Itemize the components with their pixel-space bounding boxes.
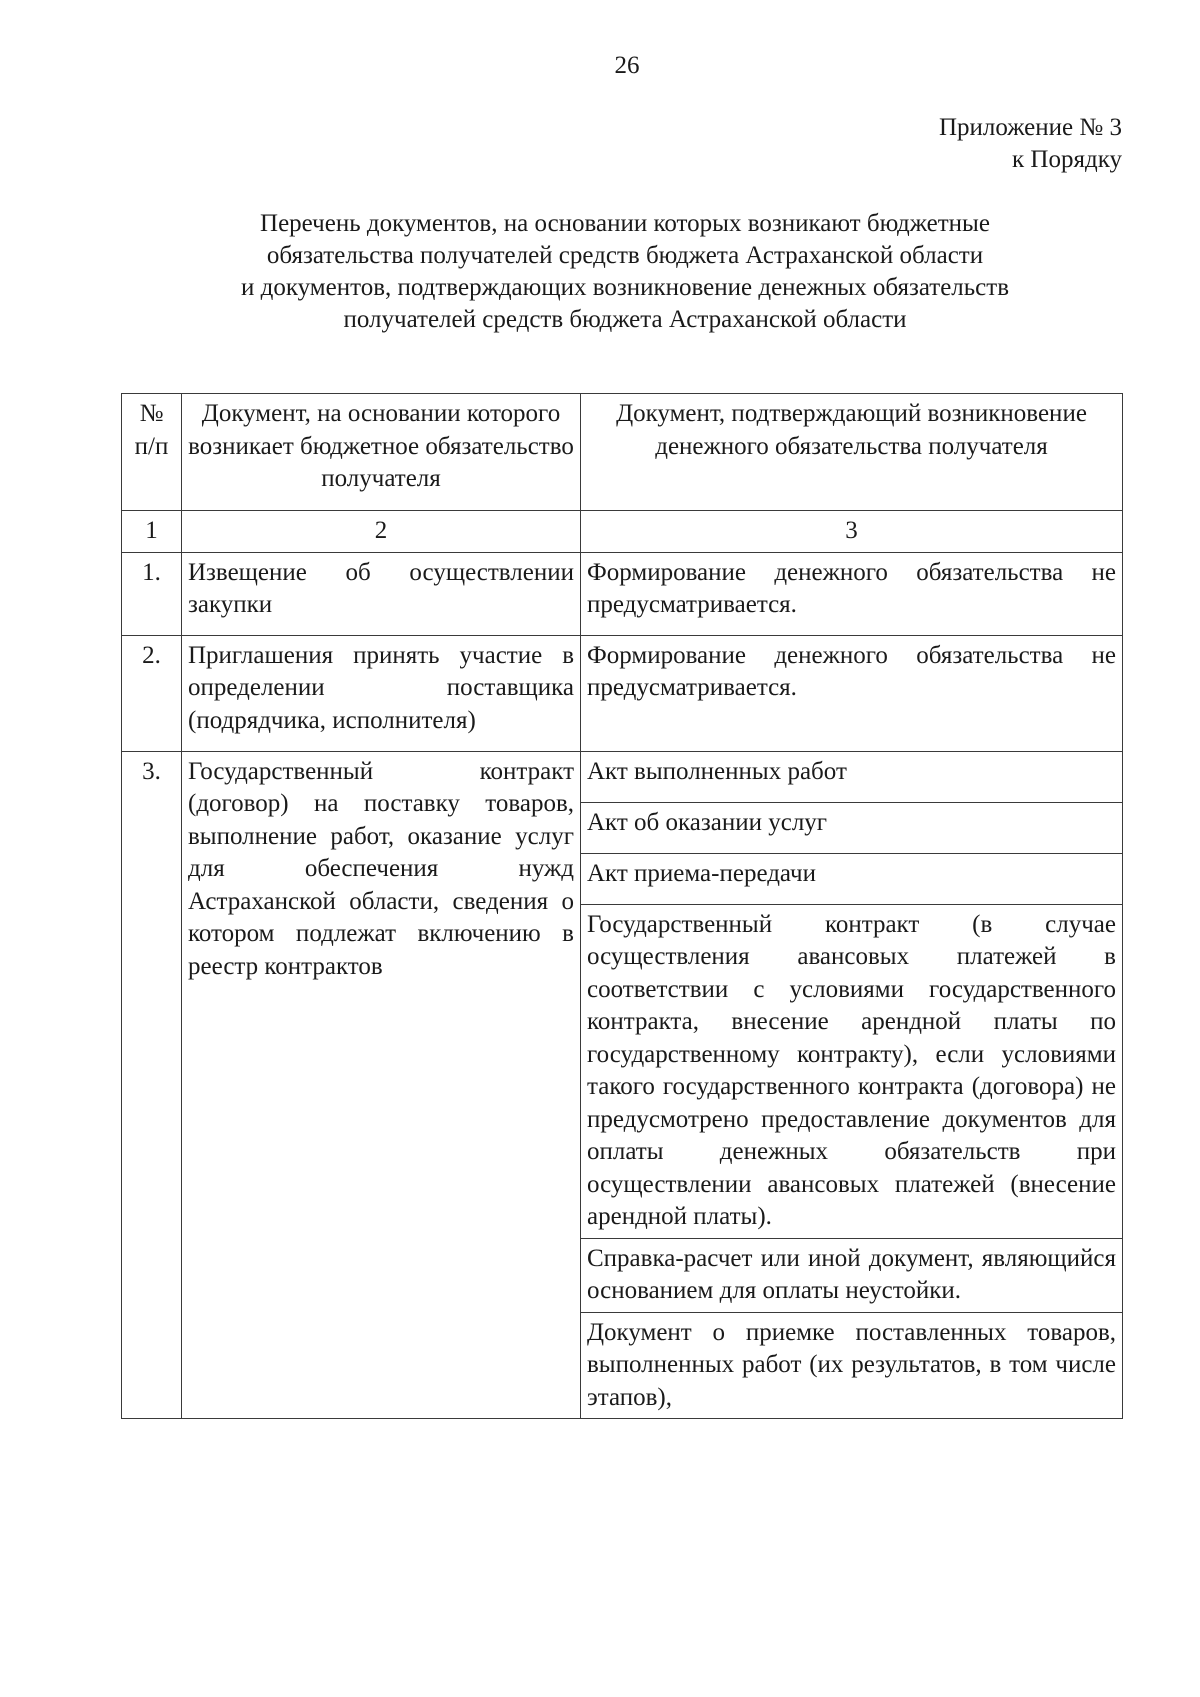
column-numbers-row bbox=[122, 511, 1123, 553]
row-basis: Государственный контракт (договор) на поставку товаров, выполнение работ, оказание услуг для обеспечения нужд Астраханской области, сведения о котором подлежат включению в реестр контрактов bbox=[182, 751, 581, 1419]
column-number-1: 1 bbox=[122, 511, 182, 553]
row-confirm-item: Акт выполненных работ bbox=[581, 751, 1123, 802]
column-number-2: 2 bbox=[182, 511, 581, 553]
page-number: 26 bbox=[614, 52, 640, 79]
row-confirm-item: Акт приема-передачи bbox=[581, 853, 1123, 904]
row-confirm: Формирование денежного обязательства не предусматривается. bbox=[581, 552, 1123, 635]
table-row bbox=[122, 635, 1123, 751]
appendix-line-2: к Порядку bbox=[1012, 146, 1122, 173]
table-header-row bbox=[122, 394, 1123, 511]
row-confirm-item: Документ о приемке поставленных товаров, выполненных работ (их результатов, в том числе этапов), bbox=[581, 1312, 1123, 1419]
documents-table bbox=[121, 393, 1123, 1419]
header-basis-document: Документ, на основании которого возникает бюджетное обязательство получателя bbox=[182, 394, 581, 511]
appendix-line-1: Приложение № 3 bbox=[938, 114, 1122, 141]
table-row bbox=[122, 552, 1123, 635]
document-title bbox=[160, 208, 1090, 336]
row-number: 3. bbox=[122, 751, 182, 1419]
row-confirm-item: Государственный контракт (в случае осуществления авансовых платежей в соответствии с условиями государственного контракта, внесение арендной платы по государственному контракту), если условиями такого государственного контракта (договора) не предусмотрено предоставление документов для оплаты денежных обязательств при осуществлении авансовых платежей (внесение арендной платы). bbox=[581, 904, 1123, 1238]
row-confirm-item: Справка-расчет или иной документ, являющийся основанием для оплаты неустойки. bbox=[581, 1238, 1123, 1312]
row-basis: Извещение об осуществлении закупки bbox=[182, 552, 581, 635]
row-number: 2. bbox=[122, 635, 182, 751]
row-confirm-item: Акт об оказании услуг bbox=[581, 802, 1123, 853]
title-line-4: получателей средств бюджета Астраханской области bbox=[343, 306, 907, 333]
table-row bbox=[122, 751, 1123, 802]
header-number: № п/п bbox=[122, 394, 182, 511]
appendix-reference bbox=[939, 112, 1122, 176]
title-line-3: и документов, подтверждающих возникновение денежных обязательств bbox=[241, 274, 1009, 301]
row-number: 1. bbox=[122, 552, 182, 635]
row-basis: Приглашения принять участие в определении поставщика (подрядчика, исполнителя) bbox=[182, 635, 581, 751]
column-number-3: 3 bbox=[581, 511, 1123, 553]
title-line-2: обязательства получателей средств бюджета Астраханской области bbox=[266, 242, 984, 269]
title-line-1: Перечень документов, на основании которых возникают бюджетные bbox=[260, 210, 990, 237]
header-confirming-document: Документ, подтверждающий возникновение денежного обязательства получателя bbox=[581, 394, 1123, 511]
row-confirm: Формирование денежного обязательства не предусматривается. bbox=[581, 635, 1123, 751]
